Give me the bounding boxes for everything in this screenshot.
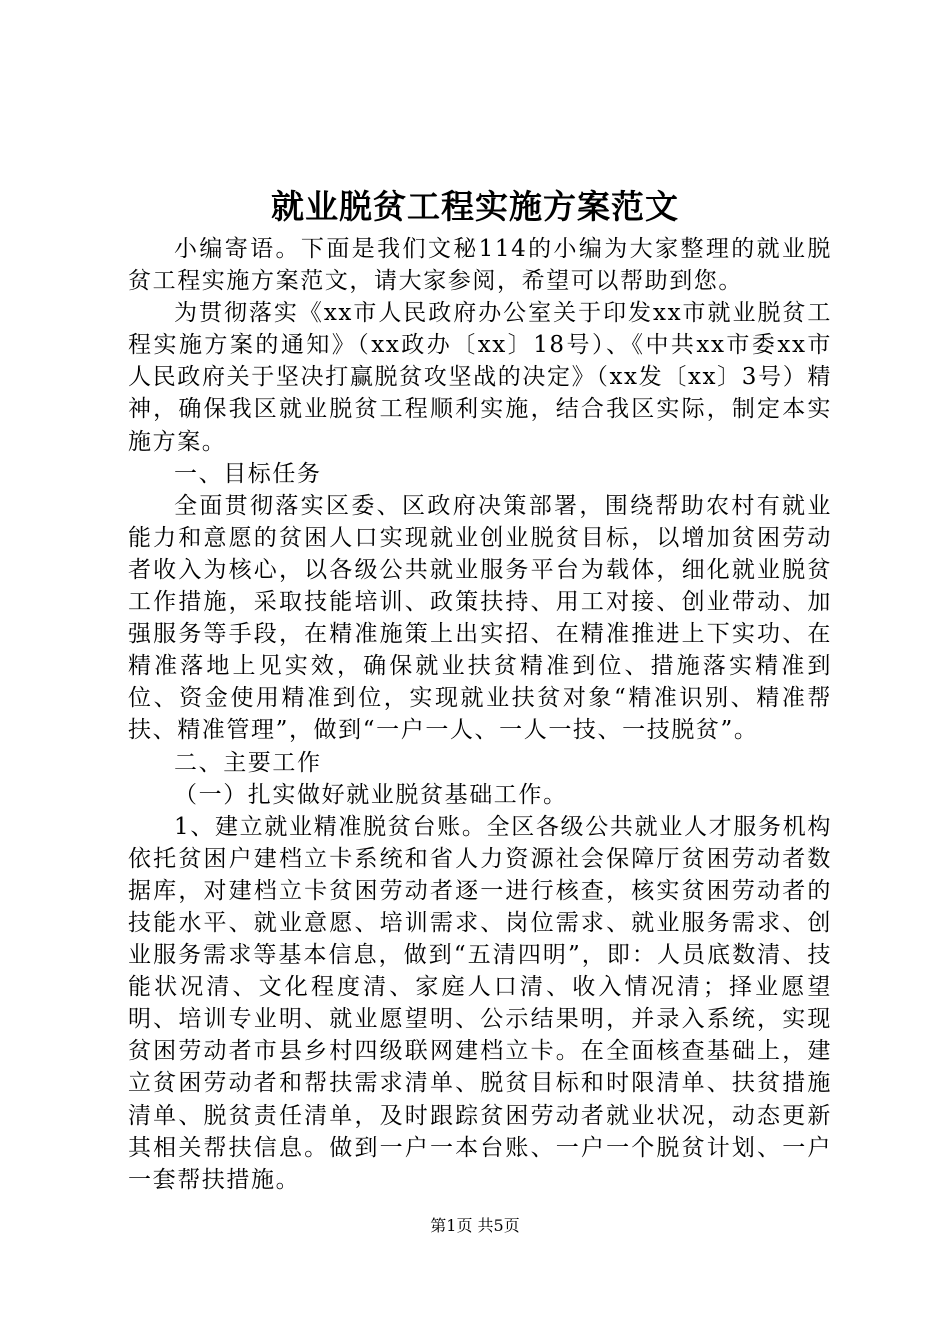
paragraph-purpose: 为贯彻落实《xx市人民政府办公室关于印发xx市就业脱贫工程实施方案的通知》（xx政办〔xx〕18号）、《中共xx市委xx市人民政府关于坚决打赢脱贫攻坚战的决定》（xx发〔xx〕3号）精神，确保我区就业脱贫工程顺利实施，结合我区实际，制定本实施方案。 <box>128 300 832 455</box>
subheading-foundation-work: （一）扎实做好就业脱贫基础工作。 <box>174 781 568 808</box>
document-title: 就业脱贫工程实施方案范文 <box>271 187 679 226</box>
paragraph-intro: 小编寄语。下面是我们文秘114的小编为大家整理的就业脱贫工程实施方案范文，请大家参阅，希望可以帮助到您。 <box>128 236 832 295</box>
paragraph-ledger: 1、建立就业精准脱贫台账。全区各级公共就业人才服务机构依托贫困户建档立卡系统和省人力资源社会保障厅贫困劳动者数据库，对建档立卡贫困劳动者逐一进行核查，核实贫困劳动者的技能水平、就业意愿、培训需求、岗位需求、就业服务需求、创业服务需求等基本信息，做到“五清四明”，即：人员底数清、技能状况清、文化程度清、家庭人口清、收入情况清；择业愿望明、培训专业明、就业愿望明、公示结果明，并录入系统，实现贫困劳动者市县乡村四级联网建档立卡。在全面核查基础上，建立贫困劳动者和帮扶需求清单、脱贫目标和时限清单、扶贫措施清单、脱贫责任清单，及时跟踪贫困劳动者就业状况，动态更新其相关帮扶信息。做到一户一本台账、一户一个脱贫计划、一户一套帮扶措施。 <box>128 813 832 1193</box>
heading-main-work: 二、主要工作 <box>174 749 322 776</box>
document-body <box>128 233 832 1196</box>
heading-goals: 一、目标任务 <box>174 460 322 487</box>
paragraph-goals: 全面贯彻落实区委、区政府决策部署，围绕帮助农村有就业能力和意愿的贫困人口实现就业创业脱贫目标，以增加贫困劳动者收入为核心，以各级公共就业服务平台为载体，细化就业脱贫工作措施，采取技能培训、政策扶持、用工对接、创业带动、加强服务等手段，在精准施策上出实招、在精准推进上下实功、在精准落地上见实效，确保就业扶贫精准到位、措施落实精准到位、资金使用精准到位，实现就业扶贫对象“精准识别、精准帮扶、精准管理”，做到“一户一人、一人一技、一技脱贫”。 <box>128 492 832 744</box>
page-number: 第1页 共5页 <box>430 1216 520 1235</box>
